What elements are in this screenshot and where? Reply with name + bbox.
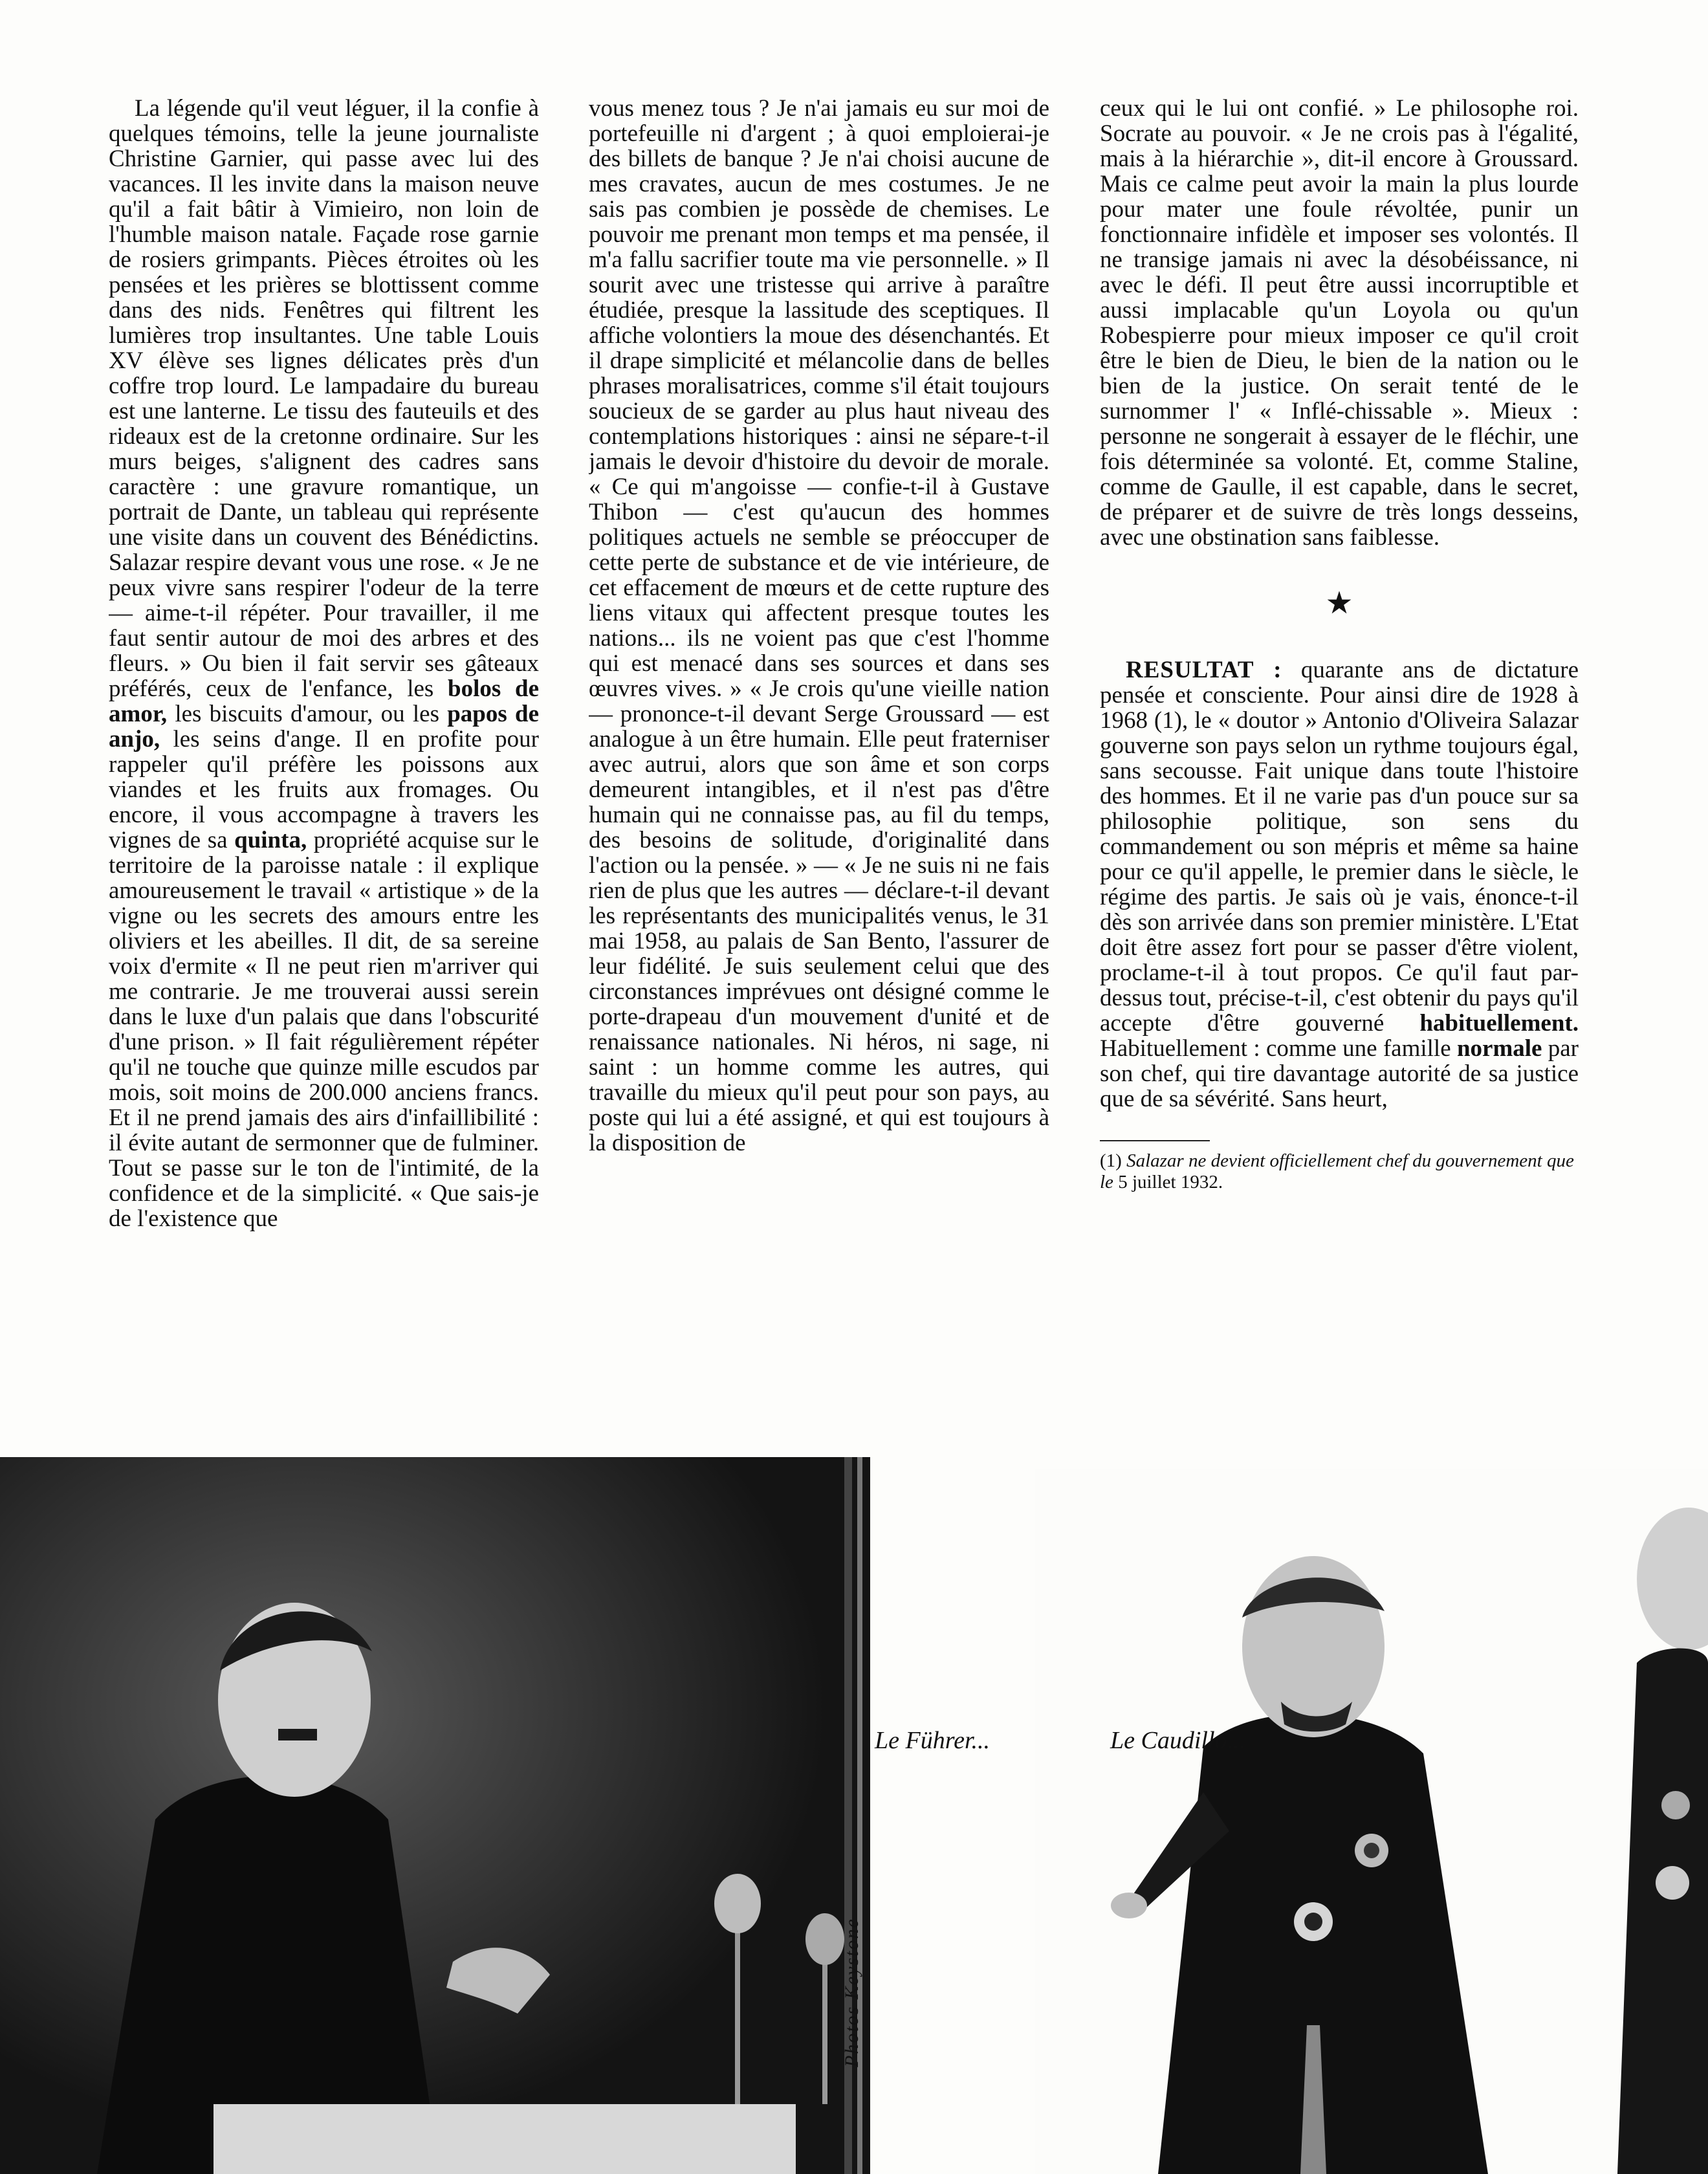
result-label: RESULTAT : xyxy=(1126,657,1282,683)
photo-fuhrer-image xyxy=(0,1457,870,2174)
column-2-paragraph: vous menez tous ? Je n'ai jamais eu sur moi de portefeuille ni d'argent ; à quoi emploierai-je des billets de banque ? Je n'ai choisi aucune de mes cravates, aucun de mes costumes. Je ne sais pas combien je possède de chemises. Le pouvoir me prenant mon temps et ma pensée, il m'a fallu sacrifier toute ma vie personnelle. » Il sourit avec une tristesse qui arrive à paraître étudiée, presque la lassitude des sceptiques. Il affiche volontiers la moue des désenchantés. Et il drape simplicité et mélancolie dans de belles phrases moralisatrices, comme s'il était toujours soucieux de se garder au plus haut niveau des contemplations historiques : ainsi ne sépare-t-il jamais le devoir d'histoire du devoir de morale. « Ce qui m'angoisse — confie-t-il à Gustave Thibon — c'est qu'aucun des hommes politiques actuels ne semble se préoccuper de cette perte de substance et de vie intérieure, de cet effacement de mœurs et de cette rupture des liens vitaux qui affectent presque toutes les nations... ils ne voient pas que c'est l'homme qui est menacé dans ses sources et dans ses œuvres vives. » « Je crois qu'une vieille nation — prononce-t-il devant Serge Groussard — est analogue à un être humain. Elle peut fraterniser avec autrui, alors que son âme et son corps demeurent intangibles, et il n'est pas d'être humain qui ne connaisse pas, au fil du temps, des besoins de solitude, d'originalité dans l'action ou la pensée. » — « Je ne suis ni ne fais rien de plus que les autres — déclare-t-il devant les représentants des municipalités venus, le 31 mai 1958, au palais de San Bento, l'assurer de leur fidélité. Je suis seulement celui que des circonstances imprévues ont désigné comme le porte-drapeau d'un mouvement d'unité et de renaissance nationales. Ni héros, ni sage, ni saint : un homme comme les autres, qui travaille du mieux qu'il peut pour son pays, au poste qui lui a été assigné, et qui est toujours à la disposition de xyxy=(589,96,1049,1156)
article-column-3 xyxy=(1100,96,1579,1193)
article-column-2 xyxy=(589,96,1049,1448)
article-column-1 xyxy=(109,96,539,1448)
column-1-paragraph: La légende qu'il veut léguer, il la confie à quelques témoins, telle la jeune journaliste Christine Garnier, qui passe avec lui des vacances. Il les invite dans la maison neuve qu'il a fait bâtir à Vimieiro, non loin de l'humble maison natale. Façade rose garnie de rosiers grimpants. Pièces étroites où les pensées et les prières se blottissent comme dans des nids. Fenêtres qui filtrent les lumières trop insultantes. Une table Louis XV élève ses lignes délicates près d'un coffre trop lourd. Le lampadaire du bureau est une lanterne. Le tissu des fauteuils et des rideaux est de la cretonne ordinaire. Sur les murs beiges, s'alignent des cadres sans caractère : une gravure romantique, un portrait de Dante, un tableau qui représente une visite dans un couvent des Bénédictins. Salazar respire devant vous une rose. « Je ne peux vivre sans respirer l'odeur de la terre — aime-t-il répéter. Pour travailler, il me faut sentir autour de moi des arbres et des fleurs. » Ou bien il fait servir ses gâteaux préférés, ceux de l'enfance, les bolos de amor, les biscuits d'amour, ou les papos de anjo, les seins d'ange. Il en profite pour rappeler qu'il préfère les poissons aux viandes et les fruits aux fromages. Ou encore, il vous accompagne à travers les vignes de sa quinta, propriété acquise sur le territoire de la paroisse natale : il explique amoureusement le travail « artistique » de la vigne ou les secrets des amours entre les oliviers et les abeilles. Il dit, de sa sereine voix d'ermite « Il ne peut rien m'arriver qui me contrarie. Je me trouverai aussi serein dans le luxe d'un palais que dans l'obscurité d'une prison. » Il fait régulièrement répéter qu'il ne touche que quinze mille escudos par mois, soit moins de 200.000 anciens francs. Et il ne prend jamais des airs d'infaillibilité : il évite autant de sermonner que de fulminer. Tout se passe sur le ton de l'intimité, de la confidence et de la simplicité. « Que sais-je de l'existence que xyxy=(109,96,539,1232)
caption-fuhrer: Le Führer... xyxy=(875,1727,991,1754)
star-separator-icon: ★ xyxy=(1325,585,1353,621)
footnote-rule xyxy=(1100,1140,1210,1141)
footnote: (1) Salazar ne devient officiellement chef du gouvernement que le 5 juillet 1932. xyxy=(1100,1150,1574,1192)
photo-fuhrer xyxy=(0,1457,870,2174)
photo-credit: Photos Keystone xyxy=(841,1918,862,2067)
column-3-paragraph: ceux qui le lui ont confié. » Le philosophe roi. Socrate au pouvoir. « Je ne crois pas à l'égalité, mais à la hiérarchie », dit-il encore à Groussard. Mais ce calme peut avoir la main la plus lourde pour mater une foule révoltée, punir un fonctionnaire infidèle et imposer ses volontés. Il ne transige jamais ni avec la désobéissance, ni avec le défi. Il peut être aussi incorruptible et aussi implacable qu'un Loyola ou qu'un Robespierre pour mieux imposer ce qu'il croit être le bien de Dieu, le bien de la nation ou le bien de la justice. On serait tenté de le surnommer l' « Inflé-chissable ». Mieux : personne ne songerait à essayer de le fléchir, une fois déterminée sa volonté. Et, comme Staline, comme de Gaulle, il est capable, dans le secret, de préparer et de suivre de très longs desseins, avec une obstination sans faiblesse. xyxy=(1100,95,1579,551)
result-paragraph: RESULTAT : quarante ans de dictature pensée et consciente. Pour ainsi dire de 1928 à 1968 (1), le « doutor » Antonio d'Oliveira Salazar gouverne son pays selon un rythme toujours égal, sans secousse. Fait unique dans toute l'histoire des hommes. Et il ne varie pas d'un pouce sur sa philosophie politique, son sens du commandement ou son mépris et même sa haine pour ce qu'il appelle, le premier dans le siècle, le régime des partis. Je sais où je vais, énonce-t-il dès son arrivée dans son premier ministère. L'Etat doit être assez fort pour se passer d'être violent, proclame-t-il à tout propos. Ce qu'il faut par-dessus tout, précise-t-il, c'est obtenir du pays qu'il accepte d'être gouverné habituellement. Habituellement : comme une famille normale par son chef, qui tire davantage autorité de sa justice que de sa sévérité. Sans heurt, xyxy=(1100,657,1579,1112)
photo-caudillo xyxy=(1035,1469,1708,2174)
photo-caudillo-image xyxy=(1035,1469,1708,2174)
caption-caudillo: Le Caudillo... xyxy=(1110,1727,1246,1754)
